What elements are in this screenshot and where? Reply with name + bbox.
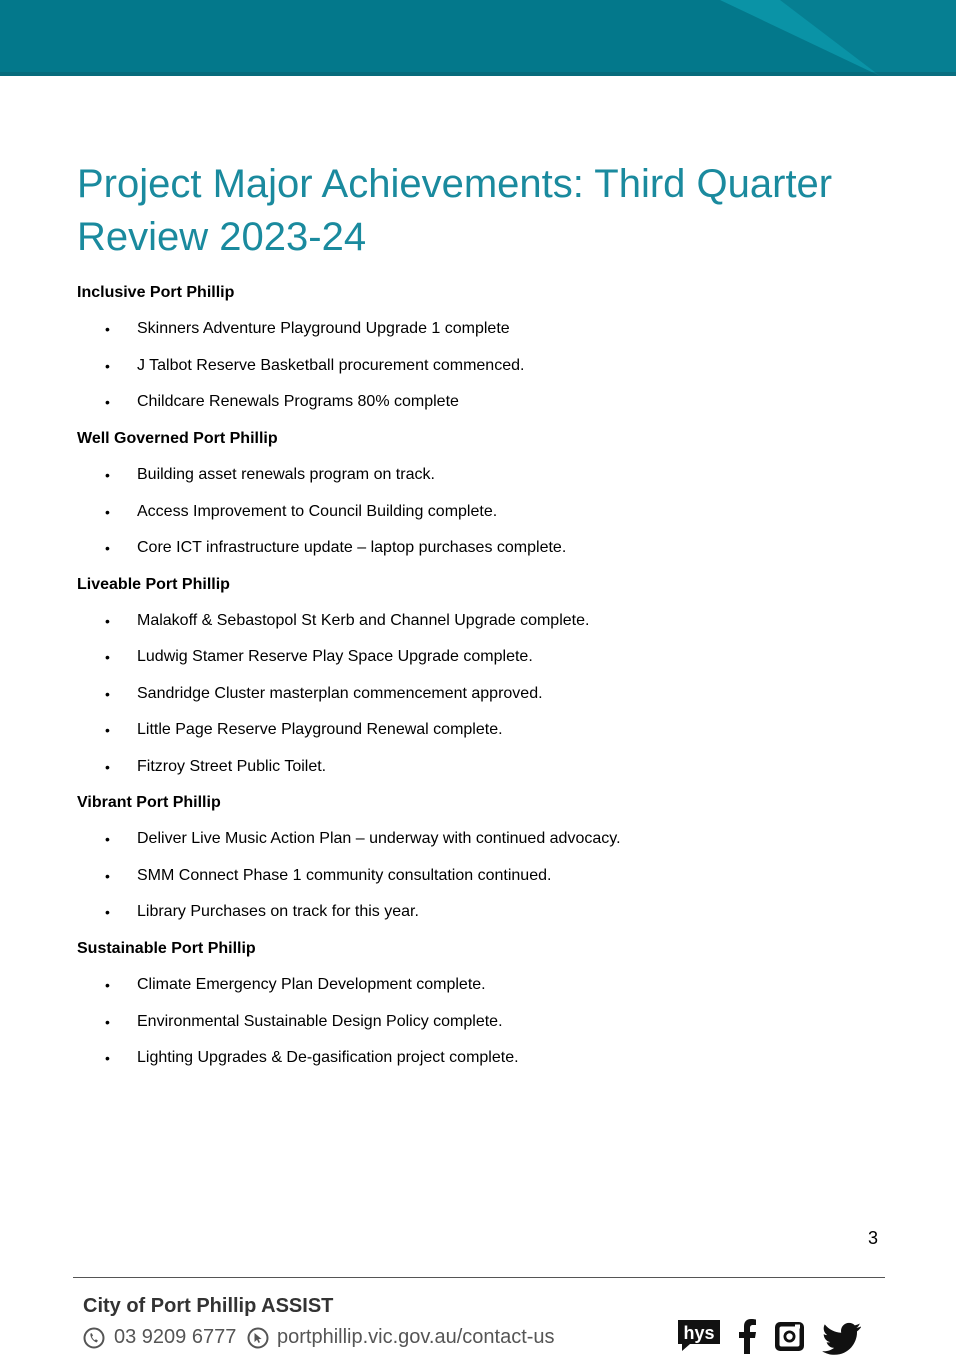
list-item: Access Improvement to Council Building complete. [137, 503, 498, 520]
list-item: Core ICT infrastructure update – laptop purchases complete. [137, 539, 567, 556]
cursor-icon [247, 1327, 269, 1349]
page-title [77, 158, 897, 264]
bullet: • [105, 1014, 110, 1030]
bullet: • [105, 467, 110, 483]
bullet: • [105, 831, 110, 847]
section-heading-well-governed: Well Governed Port Phillip [77, 430, 278, 447]
twitter-icon[interactable] [818, 1321, 862, 1355]
list-item: Childcare Renewals Programs 80% complete [137, 393, 459, 410]
list-item: J Talbot Reserve Basketball procurement commenced. [137, 357, 525, 374]
phone-icon [83, 1327, 105, 1349]
phone-number-link[interactable]: 03 9209 6777 [114, 1326, 237, 1348]
hys-label: hys [683, 1323, 715, 1343]
bullet: • [105, 722, 110, 738]
list-item: Environmental Sustainable Design Policy complete. [137, 1013, 503, 1030]
list-item: Skinners Adventure Playground Upgrade 1 complete [137, 320, 510, 337]
title-line-2: Review 2023-24 [77, 215, 367, 259]
list-item: SMM Connect Phase 1 community consultation continued. [137, 867, 552, 884]
section-heading-vibrant: Vibrant Port Phillip [77, 794, 221, 811]
facebook-icon[interactable] [736, 1318, 758, 1354]
list-item: Malakoff & Sebastopol St Kerb and Channel Upgrade complete. [137, 612, 590, 629]
bullet: • [105, 759, 110, 775]
website-link[interactable]: portphillip.vic.gov.au/contact-us [277, 1326, 555, 1348]
bullet: • [105, 504, 110, 520]
bullet: • [105, 977, 110, 993]
section-heading-inclusive: Inclusive Port Phillip [77, 284, 235, 301]
bullet: • [105, 540, 110, 556]
footer-divider [73, 1277, 885, 1278]
bullet: • [105, 394, 110, 410]
list-item: Sandridge Cluster masterplan commencement approved. [137, 685, 543, 702]
list-item: Deliver Live Music Action Plan – underway with continued advocacy. [137, 830, 621, 847]
bullet: • [105, 686, 110, 702]
list-item: Ludwig Stamer Reserve Play Space Upgrade complete. [137, 648, 533, 665]
list-item: Lighting Upgrades & De-gasification project complete. [137, 1049, 519, 1066]
bullet: • [105, 613, 110, 629]
list-item: Climate Emergency Plan Development complete. [137, 976, 486, 993]
bullet: • [105, 649, 110, 665]
bullet: • [105, 1050, 110, 1066]
instagram-icon[interactable] [773, 1320, 806, 1353]
list-item: Little Page Reserve Playground Renewal complete. [137, 721, 503, 738]
page-number: 3 [868, 1228, 879, 1248]
section-heading-liveable: Liveable Port Phillip [77, 576, 230, 593]
title-line-1: Project Major Achievements: Third Quarter [77, 162, 833, 206]
footer-org-name: City of Port Phillip ASSIST [83, 1295, 334, 1317]
bullet: • [105, 904, 110, 920]
section-heading-sustainable: Sustainable Port Phillip [77, 940, 256, 957]
bullet: • [105, 868, 110, 884]
list-item: Fitzroy Street Public Toilet. [137, 758, 327, 775]
hys-icon[interactable] [676, 1318, 724, 1358]
header-band [0, 0, 956, 76]
bullet: • [105, 358, 110, 374]
bullet: • [105, 321, 110, 337]
list-item: Building asset renewals program on track. [137, 466, 435, 483]
list-item: Library Purchases on track for this year. [137, 903, 419, 920]
